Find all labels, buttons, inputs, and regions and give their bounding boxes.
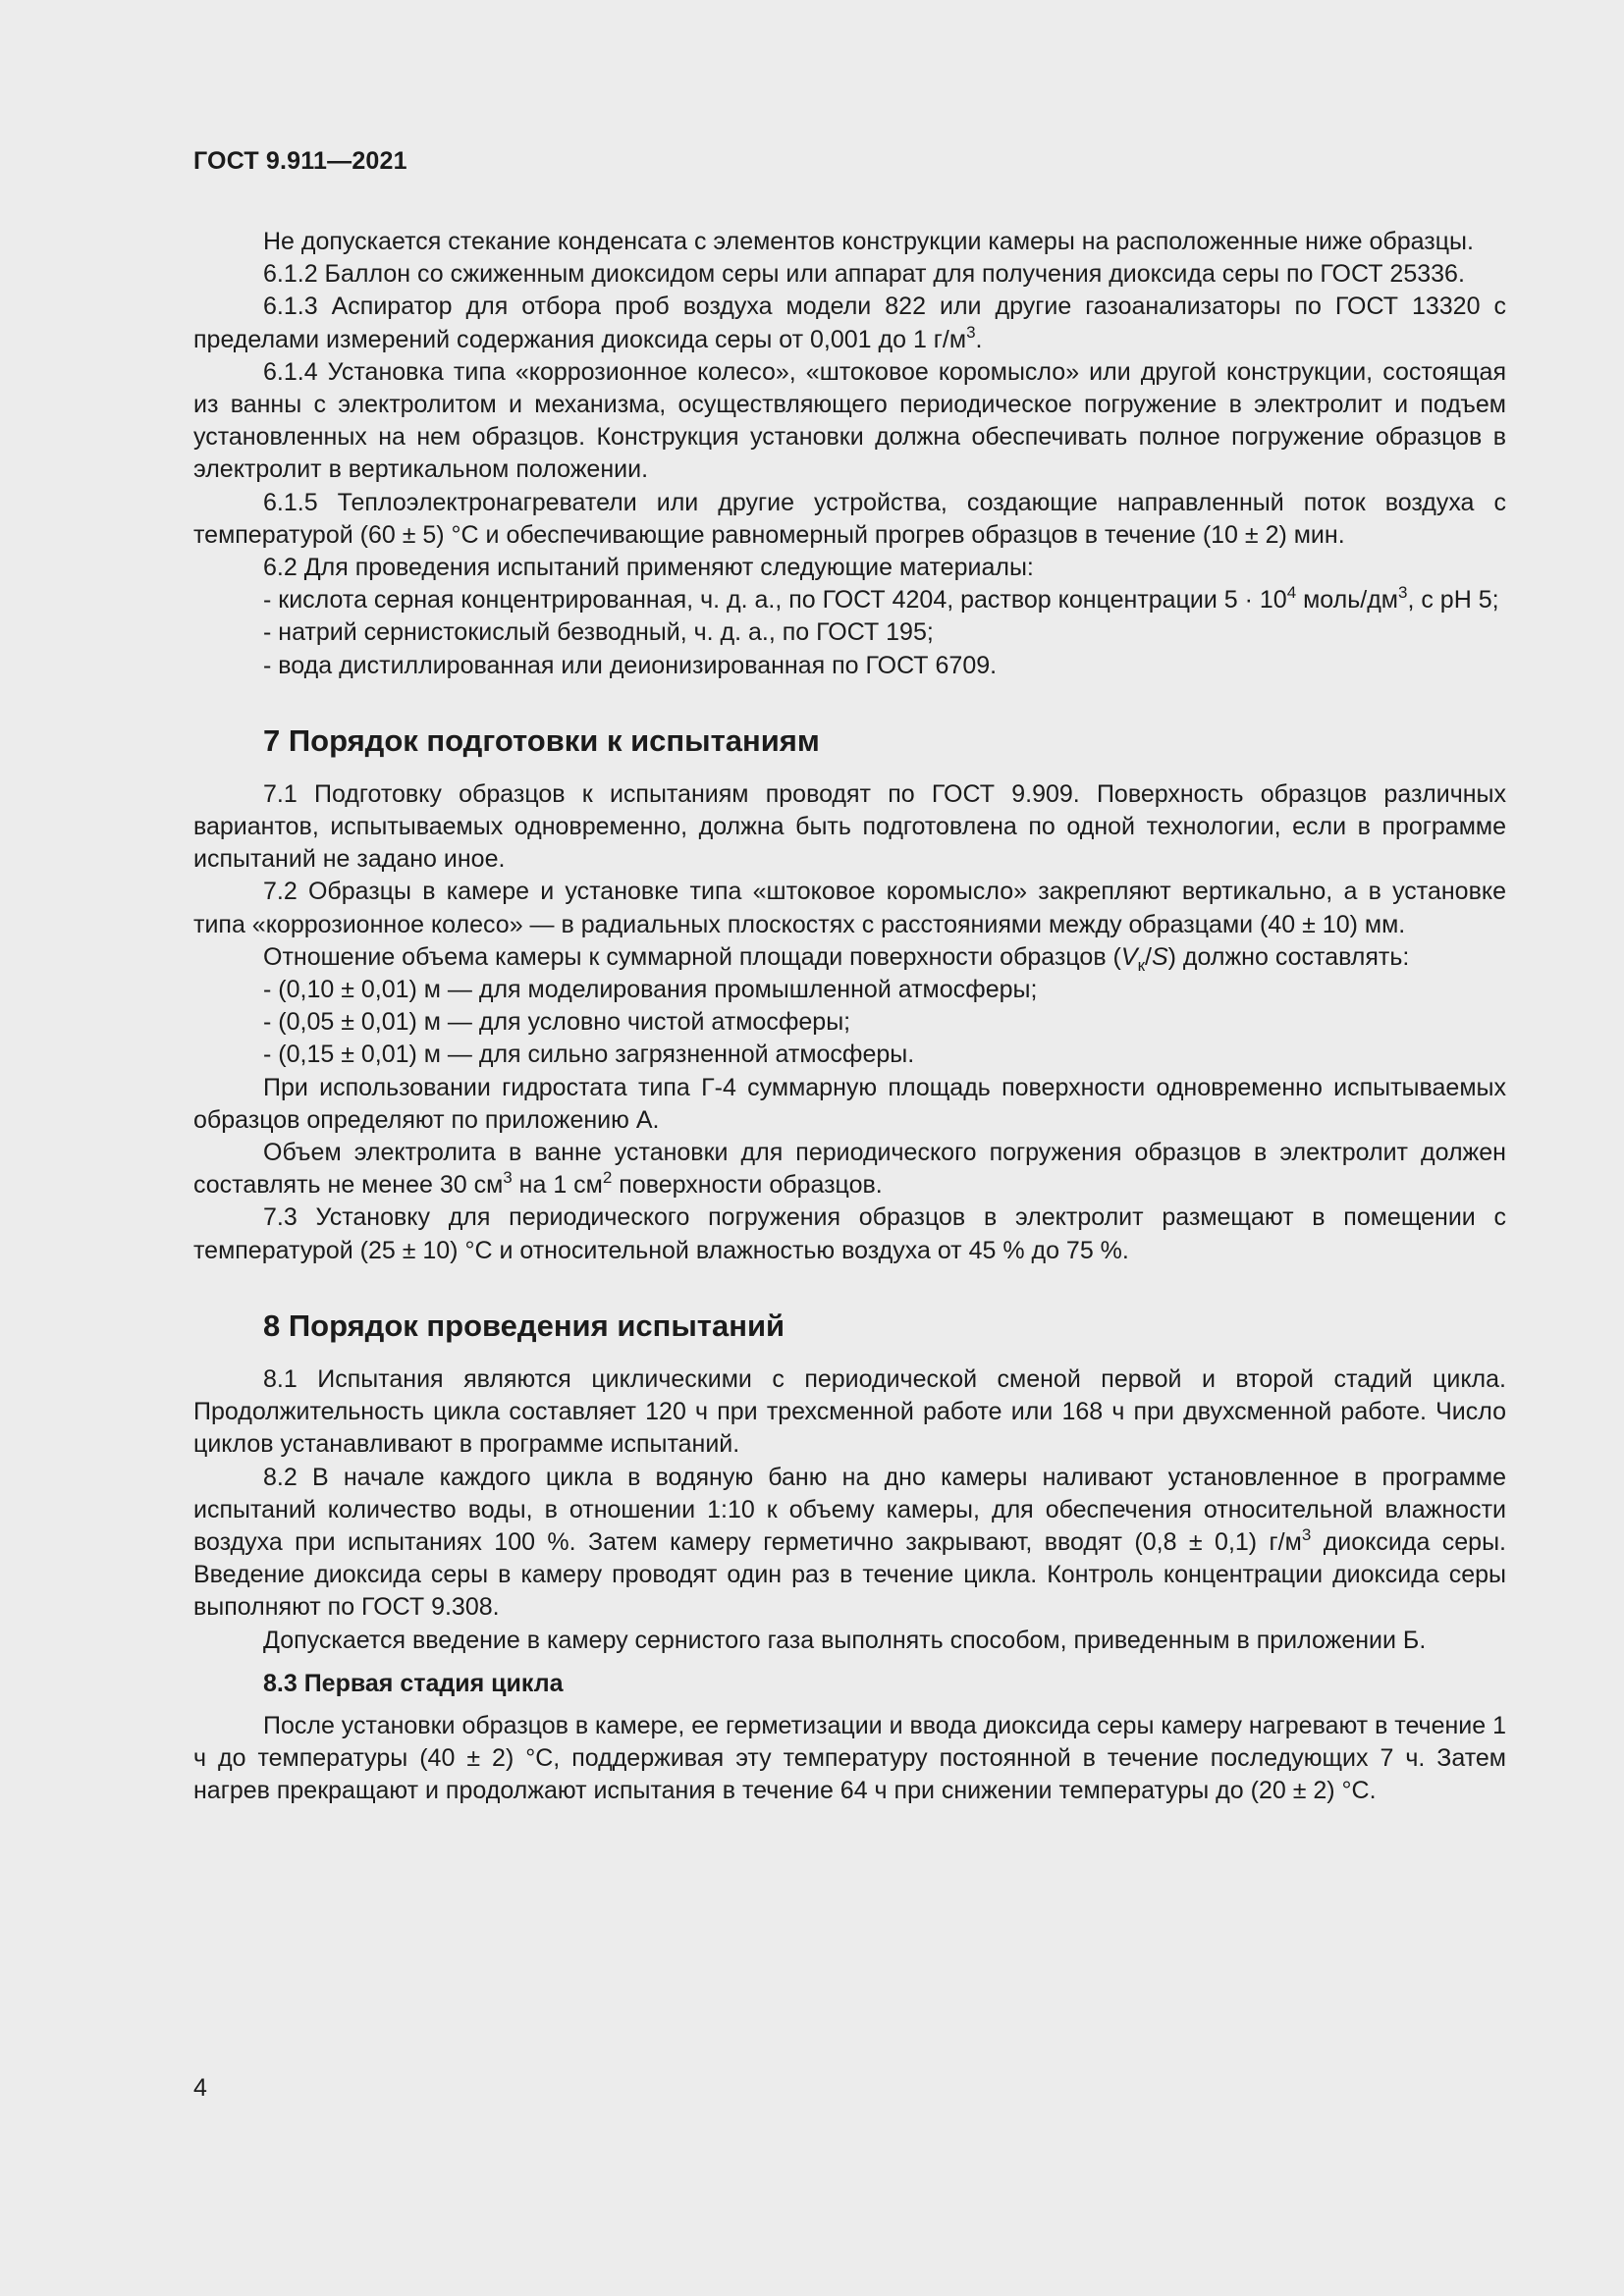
paragraph-hygrostat: При использовании гидростата типа Г-4 суммарную площадь поверхности одновременно испытываемых образцов определяют по приложению А. [193,1073,1506,1134]
subsection-8-3-heading: 8.3 Первая стадия цикла [263,1669,564,1697]
paragraph-6-2: 6.2 Для проведения испытаний применяют следующие материалы: [263,554,1034,582]
section-8-heading: 8 Порядок проведения испытаний [263,1308,785,1343]
paragraph-8-1: 8.1 Испытания являются циклическими с периодической сменой первой и второй стадий цикла. Продолжительность цикла составляет 120 ч при трехсменной работе или 168 ч при двухсменной работе. Число циклов устанавливают в программе испытаний. [193,1364,1506,1459]
paragraph-sulfur-gas: Допускается введение в камеру сернистого газа выполнять способом, приведенным в приложении Б. [263,1626,1427,1654]
paragraph-7-2: 7.2 Образцы в камере и установке типа «штоковое коромысло» закрепляют вертикально, а в установке типа «коррозионное колесо» — в радиальных плоскостях с расстояниями между образцами (40 ± 10) мм. [193,878,1506,938]
paragraph-7-1: 7.1 Подготовку образцов к испытаниям проводят по ГОСТ 9.909. Поверхность образцов различных вариантов, испытываемых одновременно, должна быть подготовлена по одной технологии, если в программе испытаний не задано иное. [193,779,1506,874]
paragraph-condensate: Не допускается стекание конденсата с элементов конструкции камеры на расположенные ниже образцы. [263,228,1474,255]
paragraph-8-2: 8.2 В начале каждого цикла в водяную баню на дно камеры наливают установленное в программе испытаний количество воды, в отношении 1:10 к объему камеры, для обеспечения относительной влажности воздуха при испытаниях 100 %. Затем камеру герметично закрывают, вводят (0,8 ± 0,1) $г/м^3$ диоксида серы. Введение диоксида серы в камеру проводят один раз в течение цикла. Контроль концентрации диоксида серы выполняют по ГОСТ 9.308. [193,1463,1507,1622]
list-item-clean: - (0,05 ± 0,01) м — для условно чистой атмосферы; [263,1008,851,1037]
document-body [193,226,1506,1807]
paragraph-7-3: 7.3 Установку для периодического погружения образцов в электролит размещают в помещении с температурой (25 ± 10) °С и относительной влажностью воздуха от 45 % до 75 %. [193,1203,1506,1264]
page-number: 4 [193,2074,207,2102]
paragraph-6-1-5: 6.1.5 Теплоэлектронагреватели или другие устройства, создающие направленный поток воздуха с температурой (60 ± 5) °С и обеспечивающие равномерный прогрев образцов в течение (10 ± 2) мин. [193,488,1506,549]
list-item-distilled-water: - вода дистиллированная или деионизированная по ГОСТ 6709. [263,651,998,679]
list-item-sulfuric-acid: - кислота серная концентрированная, ч. д. а., по ГОСТ 4204, раствор концентрации $5 \cdot 10^4$ моль/$дм^3$, с pH 5; [263,583,1499,614]
list-item-sodium-sulfite: - натрий сернистокислый безводный, ч. д. а., по ГОСТ 195; [263,618,934,647]
list-item-polluted: - (0,15 ± 0,01) м — для сильно загрязненной атмосферы. [263,1041,915,1069]
paragraph-6-1-2: 6.1.2 Баллон со сжиженным диоксидом серы или аппарат для получения диоксида серы по ГОСТ 25336. [263,260,1465,289]
paragraph-electrolyte-volume: Объем электролита в ванне установки для периодического погружения образцов в электролит должен составлять не менее 30 $см^3$ на 1 $см^2$ поверхности образцов. [193,1139,1506,1200]
paragraph-volume-ratio: Отношение объема камеры к суммарной площади поверхности образцов $(V_к/S)$ должно составлять: [263,942,1410,975]
paragraph-6-1-4: 6.1.4 Установка типа «коррозионное колесо», «штоковое коромысло» или другой конструкции, состоящая из ванны с электролитом и механизма, осуществляющего периодическое погружение в электролит и подъем установленных на нем образцов. Конструкция установки должна обеспечивать полное погружение образцов в электролит в вертикальном положении. [193,357,1506,484]
paragraph-8-3: После установки образцов в камере, ее герметизации и ввода диоксида серы камеру нагревают в течение 1 ч до температуры (40 ± 2) °С, поддерживая эту температуру постоянной в течение последующих 7 ч. Затем нагрев прекращают и продолжают испытания в течение 64 ч при снижении температуры до (20 ± 2) °С. [193,1711,1506,1805]
list-item-industrial: - (0,10 ± 0,01) м — для моделирования промышленной атмосферы; [263,976,1038,1004]
section-7-heading: 7 Порядок подготовки к испытаниям [263,722,820,758]
paragraph-6-1-3: 6.1.3 Аспиратор для отбора проб воздуха модели 822 или другие газоанализаторы по ГОСТ 13320 с пределами измерений содержания диоксида серы от 0,001 до 1 $г/м^3$. [193,293,1506,353]
document-code-header: ГОСТ 9.911—2021 [193,147,407,175]
